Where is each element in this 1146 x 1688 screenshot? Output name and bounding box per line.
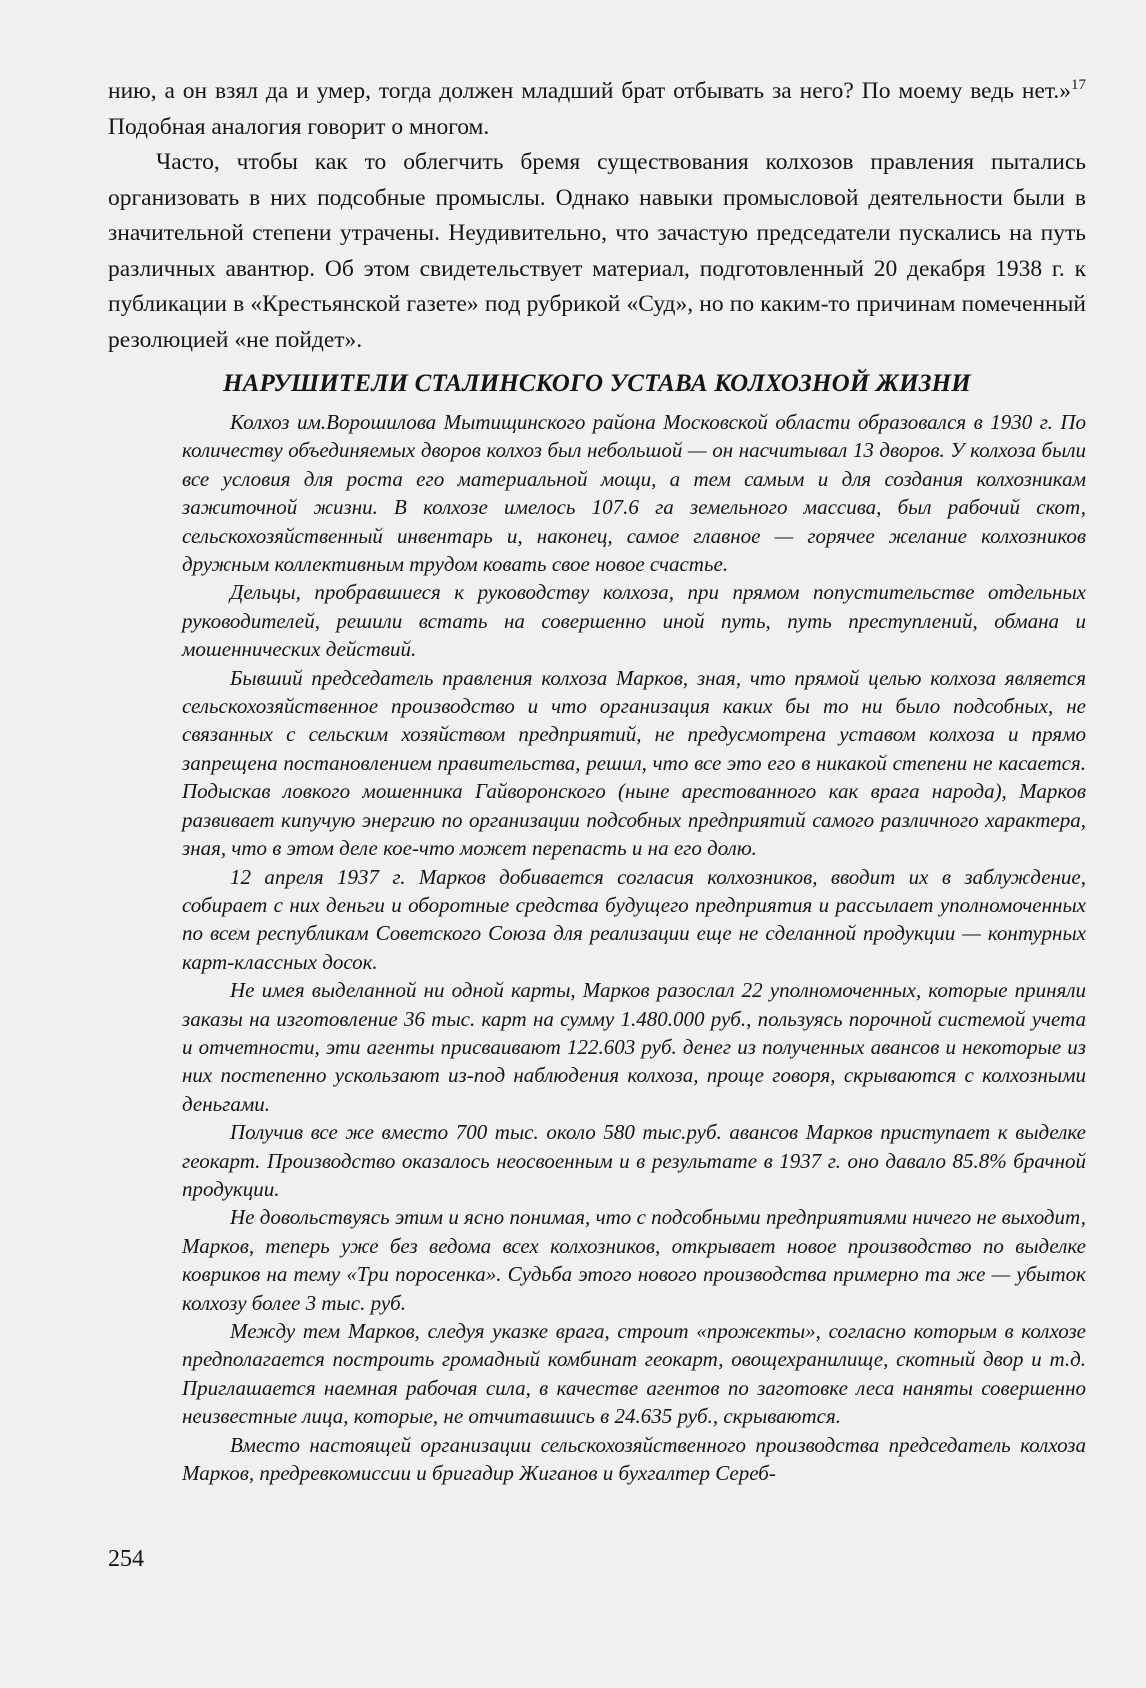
article-paragraph: Не имея выделанной ни одной карты, Марков разослал 22 уполномоченных, которые приняли заказы на изготовление 36 тыс. карт на сумму 1.480.000 руб., пользуясь порочной системой учета и отчетности, эти агенты присваивают 122.603 руб. денег из полученных авансов и некоторые из них постепенно ускользают из-под наблюдения колхоза, проще говоря, скрываются с колхозными деньгами. bbox=[182, 978, 1086, 1116]
article-paragraph: Дельцы, пробравшиеся к руководству колхоза, при прямом попустительстве отдельных руководителей, решили встать на совершенно иной путь, путь преступлений, обмана и мошеннических действий. bbox=[182, 580, 1086, 662]
intro-paragraph-1-text: нию, а он взял да и умер, тогда должен младший брат отбывать за него? По моему ведь нет.» bbox=[108, 78, 1071, 104]
article-paragraph: Бывший председатель правления колхоза Марков, зная, что прямой целью колхоза является сельскохозяйственное производство и что организация каких бы то ни было подсобных, не связанных с сельским хозяйством предприятий, не предусмотрена уставом колхоза и прямо запрещена постановлением правительства, решил, что все это его в никакой степени не касается. Подыскав ловкого мошенника Гайворонского (ныне арестованного как врага народа), Марков развивает кипучую энергию по организации подсобных предприятий самого различного характера, зная, что в этом деле кое-что может перепасть и на его долю. bbox=[182, 665, 1086, 861]
article-paragraph: Вместо настоящей организации сельскохозяйственного производства председатель колхоза Марков, предревкомиссии и бригадир Жиганов и бухгалтер Сереб- bbox=[182, 1432, 1086, 1486]
page-number: 254 bbox=[108, 1546, 144, 1572]
article-title: НАРУШИТЕЛИ СТАЛИНСКОГО УСТАВА КОЛХОЗНОЙ ЖИЗНИ bbox=[223, 370, 971, 397]
article-paragraph: Получив все же вместо 700 тыс. около 580 тыс.руб. авансов Марков приступает к выделке геокарт. Производство оказалось неосвоенным и в результате в 1937 г. оно давало 85.8% брачной продукции. bbox=[182, 1120, 1086, 1201]
footnote-ref: 17 bbox=[1071, 77, 1086, 94]
article-paragraph: Колхоз им.Ворошилова Мытищинского района Московской области образовался в 1930 г. По количеству объединяемых дворов колхоз был небольшой — он насчитывал 13 дворов. У колхоза были все условия для роста его материальной мощи, а тем самым и для создания колхозникам зажиточной жизни. В колхозе имелось 107.6 га земельного массива, был рабочий скот, сельскохозяйственный инвентарь и, наконец, самое главное — горячее желание колхозников дружным коллективным трудом ковать свое новое счастье. bbox=[182, 410, 1086, 577]
article-paragraph: Не довольствуясь этим и ясно понимая, что с подсобными предприятиями ничего не выходит, Марков, теперь уже без ведома всех колхозников, открывает новое производство по выделке ковриков на тему «Три поросенка». Судьба этого нового производства примерно та же — убыток колхозу более 3 тыс. руб. bbox=[182, 1205, 1086, 1315]
article-paragraph: Между тем Марков, следуя указке врага, строит «прожекты», согласно которым в колхозе предполагается построить громадный комбинат геокарт, овощехранилище, скотный двор и т.д. Приглашается наемная рабочая сила, в качестве агентов по заготовке леса наняты совершенно неизвестные лица, которые, не отчитавшись в 24.635 руб., скрываются. bbox=[182, 1319, 1086, 1429]
intro-paragraph-1 bbox=[108, 74, 1086, 145]
intro-paragraph-1-tail: Подобная аналогия говорит о многом. bbox=[108, 113, 490, 140]
body-text bbox=[108, 74, 1086, 1487]
intro-paragraph-2: Часто, чтобы как то облегчить бремя существования колхозов правления пытались организовать в них подсобные промыслы. Однако навыки промысловой деятельности были в значительной степени утрачены. Неудивительно, что зачастую председатели пускались на путь различных авантюр. Об этом свидетельствует материал, подготовленный 20 декабря 1938 г. к публикации в «Крестьянской газете» под рубрикой «Суд», но по каким-то причинам помеченный резолюцией «не пойдет». bbox=[108, 149, 1086, 353]
article-body bbox=[108, 408, 1086, 1487]
article-paragraph: 12 апреля 1937 г. Марков добивается согласия колхозников, вводит их в заблуждение, собирает с них деньги и оборотные средства будущего предприятия и рассылает уполномоченных по всем республикам Советского Союза для реализации еще не сделанной продукции — контурных карт-классных досок. bbox=[182, 864, 1086, 974]
